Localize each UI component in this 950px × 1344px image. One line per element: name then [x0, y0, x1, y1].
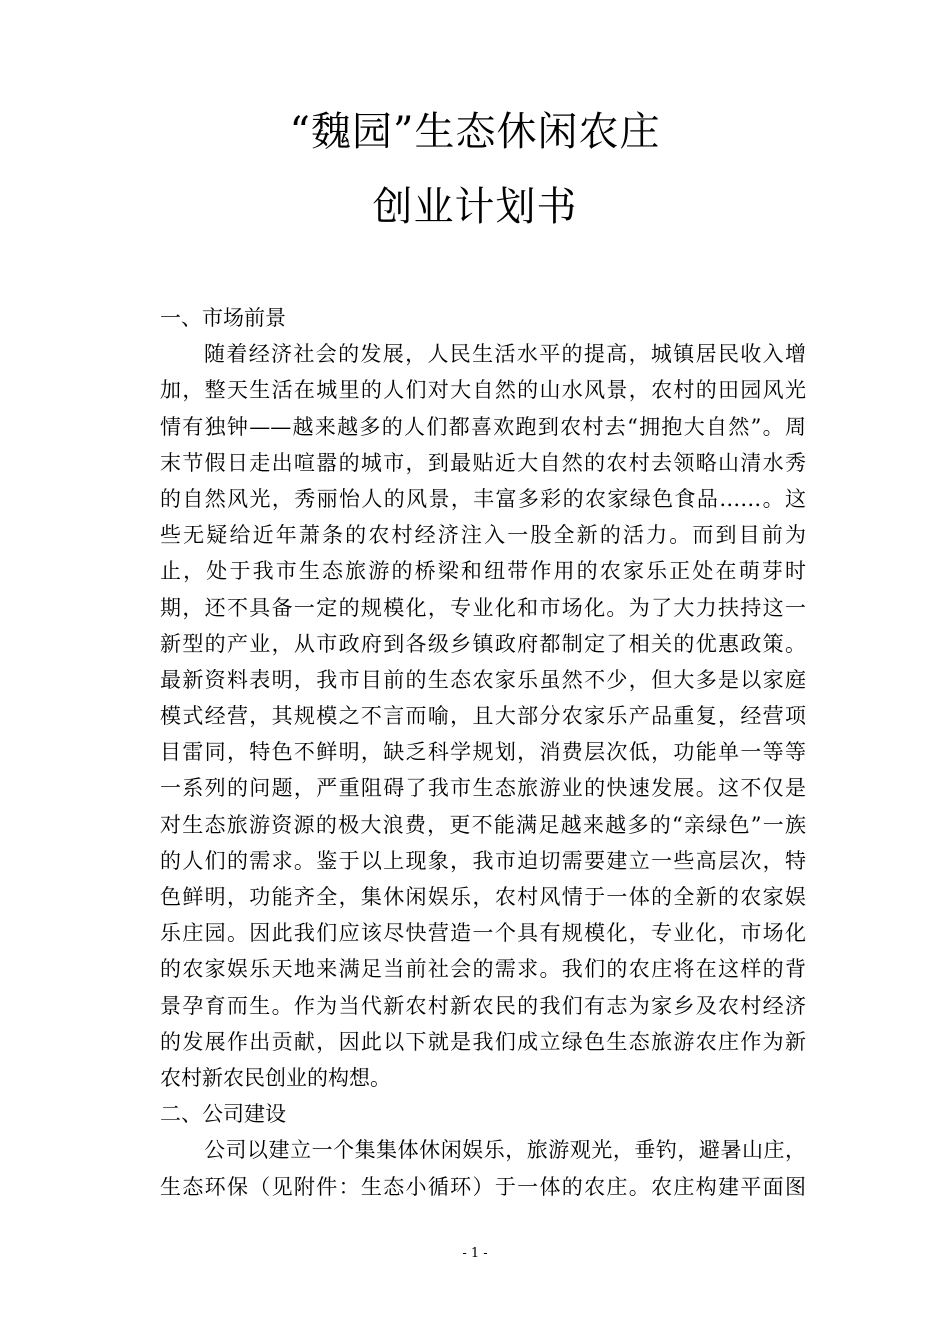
paragraph-line: 情有独钟——越来越多的人们都喜欢跑到农村去“拥抱大自然”。周 — [160, 414, 806, 439]
paragraph-line: 的农家娱乐天地来满足当前社会的需求。我们的农庄将在这样的背 — [160, 957, 806, 982]
paragraph-line: 景孕育而生。作为当代新农村新农民的我们有志为家乡及农村经济 — [160, 993, 806, 1018]
paragraph-line: 新型的产业，从市政府到各级乡镇政府都制定了相关的优惠政策。 — [160, 631, 806, 656]
section-market-paragraph — [160, 336, 806, 1096]
section-heading-market: 一、市场前景 — [160, 306, 286, 330]
document-title: “魏园”生态休闲农庄 — [289, 109, 661, 155]
paragraph-line: 的自然风光，秀丽怡人的风景，丰富多彩的农家绿色食品……。这 — [160, 486, 806, 511]
paragraph-line: 随着经济社会的发展，人民生活水平的提高，城镇居民收入增 — [204, 342, 806, 367]
section-heading-company: 二、公司建设 — [160, 1102, 286, 1127]
document-body — [160, 300, 806, 1205]
paragraph-line: 些无疑给近年萧条的农村经济注入一股全新的活力。而到目前为 — [160, 523, 806, 548]
paragraph-line: 生态环保（见附件：生态小循环）于一体的农庄。农庄构建平面图 — [160, 1174, 806, 1199]
paragraph-line: 加，整天生活在城里的人们对大自然的山水风景，农村的田园风光 — [160, 378, 806, 403]
paragraph-line: 色鲜明，功能齐全，集休闲娱乐，农村风情于一体的全新的农家娱 — [160, 885, 806, 909]
paragraph-line: 末节假日走出喧嚣的城市，到最贴近大自然的农村去领略山清水秀 — [160, 450, 806, 475]
paragraph-line: 的发展作出贡献，因此以下就是我们成立绿色生态旅游农庄作为新 — [160, 1029, 806, 1054]
paragraph-line: 的人们的需求。鉴于以上现象，我市迫切需要建立一些高层次，特 — [160, 848, 806, 873]
paragraph-line: 公司以建立一个集集体休闲娱乐，旅游观光，垂钓，避暑山庄， — [204, 1138, 806, 1163]
page-number: - 1 - — [462, 1246, 488, 1261]
paragraph-line: 止，处于我市生态旅游的桥梁和纽带作用的农家乐正处在萌芽时 — [160, 559, 806, 584]
section-company-paragraph — [160, 1132, 806, 1204]
paragraph-line: 一系列的问题，严重阻碍了我市生态旅游业的快速发展。这不仅是 — [160, 776, 806, 801]
paragraph-line: 乐庄园。因此我们应该尽快营造一个具有规模化，专业化，市场化 — [160, 921, 806, 946]
paragraph-line: 模式经营，其规模之不言而喻，且大部分农家乐产品重复，经营项 — [160, 704, 806, 729]
paragraph-line: 目雷同，特色不鲜明，缺乏科学规划，消费层次低，功能单一等等 — [160, 740, 806, 765]
paragraph-line: 期，还不具备一定的规模化，专业化和市场化。为了大力扶持这一 — [160, 595, 806, 620]
paragraph-line: 对生态旅游资源的极大浪费，更不能满足越来越多的“亲绿色”一族 — [160, 812, 806, 837]
document-subtitle: 创业计划书 — [372, 184, 578, 230]
paragraph-line: 最新资料表明，我市目前的生态农家乐虽然不少，但大多是以家庭 — [160, 667, 806, 692]
paragraph-line: 农村新农民创业的构想。 — [160, 1065, 391, 1090]
